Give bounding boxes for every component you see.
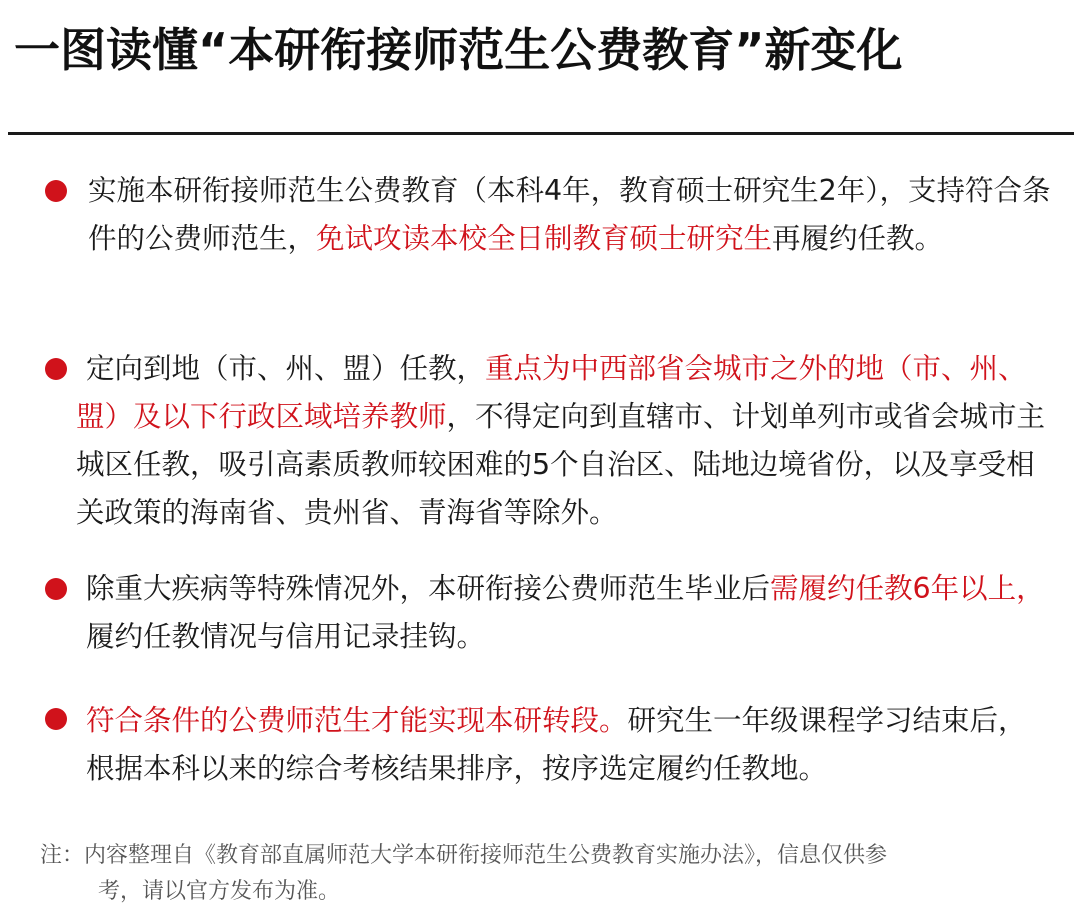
- body-text: 再履约任教。: [772, 222, 944, 255]
- highlight-text: 重点为中西部省会城市之外的地（市、州、盟）及以下行政区域培养教师: [76, 352, 1027, 433]
- highlight-text: 需履约任教6年以上，: [770, 572, 1045, 605]
- body-text: 实施本研衔接师范生公费教育（本科4年，教育硕士研究生2年），支持符合条件的公费师范生，: [88, 174, 1051, 255]
- bullet-icon: [45, 578, 67, 600]
- body-text: 履约任教情况与信用记录挂钩。: [86, 620, 486, 653]
- item-text: [86, 565, 1046, 661]
- bullet-icon: [45, 708, 67, 730]
- title-divider: [8, 132, 1074, 135]
- item-text: [76, 345, 1061, 537]
- bullet-icon: [45, 180, 67, 202]
- item-text: [88, 167, 1063, 263]
- footnote-line-2: 考，请以官方发布为准。: [98, 879, 341, 904]
- body-text: 研究生一年级课程学习结束后，根据本科以来的综合考核结果排序，按序选定履约任教地。: [86, 704, 1027, 785]
- footnote-line-1: 注：内容整理自《教育部直属师范大学本研衔接师范生公费教育实施办法》，信息仅供参: [40, 843, 888, 868]
- footnote: [40, 838, 1060, 910]
- highlight-text: 符合条件的公费师范生才能实现本研转段。: [86, 704, 628, 737]
- body-text: ，不得定向到直辖市、计划单列市或省会城市主城区任教，吸引高素质教师较困难的5个自治区、陆地边境省份，以及享受相关政策的海南省、贵州省、青海省等除外。: [76, 400, 1046, 529]
- body-text: 除重大疾病等特殊情况外，本研衔接公费师范生毕业后: [86, 572, 771, 605]
- highlight-text: 免试攻读本校全日制教育硕士研究生: [316, 222, 773, 255]
- body-text: 定向到地（市、州、盟）任教，: [86, 352, 486, 385]
- page-title: 一图读懂“本研衔接师范生公费教育”新变化: [14, 23, 903, 77]
- item-text: [86, 697, 1054, 793]
- bullet-icon: [45, 358, 67, 380]
